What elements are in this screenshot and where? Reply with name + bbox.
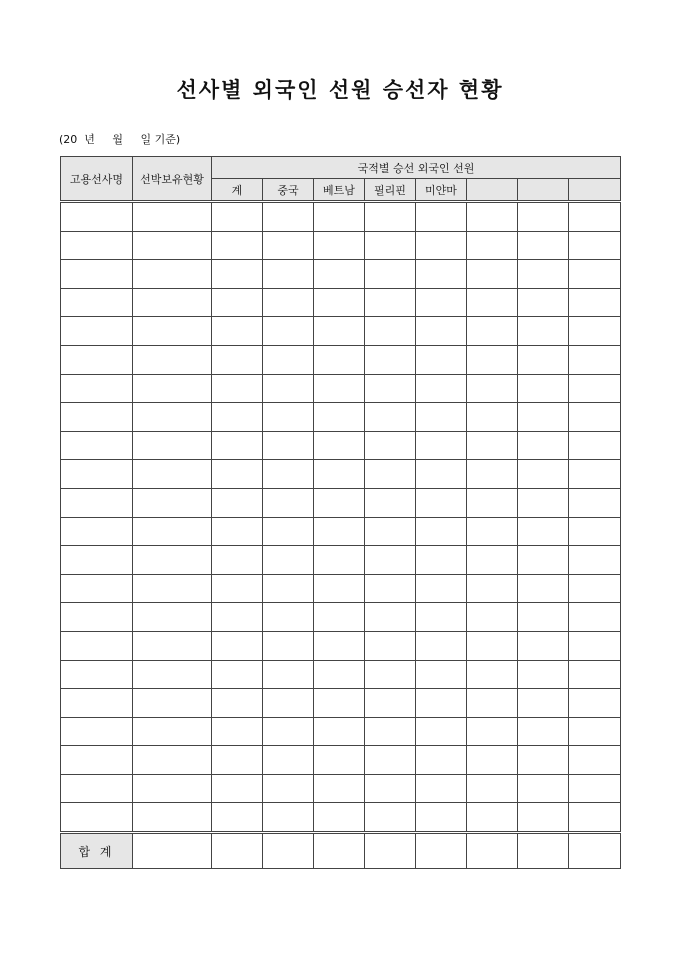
table-row [61,660,621,689]
table-cell [314,288,365,317]
table-cell [133,517,212,546]
table-cell [263,403,314,432]
total-cell [263,833,314,869]
table-cell [133,202,212,232]
table-cell [569,288,621,317]
table-cell [365,488,416,517]
table-cell [518,803,569,833]
table-row [61,431,621,460]
table-cell [365,202,416,232]
table-row [61,603,621,632]
table-cell [416,488,467,517]
table-row [61,689,621,718]
table-cell [263,774,314,803]
table-row [61,317,621,346]
table-cell [61,660,133,689]
table-cell [133,574,212,603]
table-cell [518,774,569,803]
table-row [61,231,621,260]
table-cell [263,460,314,489]
table-cell [314,631,365,660]
table-cell [416,374,467,403]
table-cell [133,231,212,260]
table-cell [518,517,569,546]
total-cell [467,833,518,869]
table-cell [263,231,314,260]
table-cell [416,746,467,775]
table-cell [61,460,133,489]
table-cell [569,260,621,289]
table-cell [416,517,467,546]
table-cell [569,345,621,374]
table-cell [365,803,416,833]
table-cell [467,689,518,718]
table-cell [416,403,467,432]
table-cell [518,345,569,374]
table-cell [518,260,569,289]
table-cell [467,660,518,689]
table-cell [416,431,467,460]
table-cell [263,660,314,689]
table-cell [133,403,212,432]
table-cell [518,546,569,575]
table-cell [467,774,518,803]
table-cell [518,202,569,232]
table-cell [61,746,133,775]
table-row [61,260,621,289]
table-cell [569,803,621,833]
table-cell [518,317,569,346]
table-row [61,717,621,746]
table-cell [314,803,365,833]
table-row [61,774,621,803]
table-cell [416,260,467,289]
total-cell [365,833,416,869]
header-ships: 선박보유현황 [133,157,212,202]
table-cell [314,517,365,546]
table-cell [365,574,416,603]
table-row [61,574,621,603]
table-cell [416,317,467,346]
table-cell [133,803,212,833]
table-cell [518,746,569,775]
table-cell [416,603,467,632]
table-cell [61,317,133,346]
table-cell [314,574,365,603]
table-cell [518,460,569,489]
table-cell [314,317,365,346]
total-cell [518,833,569,869]
table-cell [314,231,365,260]
table-cell [133,717,212,746]
table-cell [263,202,314,232]
table-cell [518,288,569,317]
table-cell [467,317,518,346]
table-cell [416,288,467,317]
table-cell [518,403,569,432]
table-cell [133,774,212,803]
table-cell [212,403,263,432]
table-cell [212,374,263,403]
table-cell [314,746,365,775]
table-cell [61,546,133,575]
total-label: 합 계 [61,833,133,869]
table-cell [263,546,314,575]
total-cell [133,833,212,869]
table-cell [467,260,518,289]
table-row [61,803,621,833]
table-cell [133,460,212,489]
table-cell [314,260,365,289]
table-cell [212,317,263,346]
table-cell [569,374,621,403]
table-row [61,403,621,432]
table-cell [314,546,365,575]
header-nat-vietnam: 베트남 [314,179,365,202]
table-cell [365,603,416,632]
table-cell [467,403,518,432]
table-cell [518,717,569,746]
table-cell [467,460,518,489]
table-cell [365,717,416,746]
table-cell [467,517,518,546]
table-cell [416,202,467,232]
table-cell [263,288,314,317]
table-cell [314,660,365,689]
table-cell [212,746,263,775]
table-cell [212,717,263,746]
table-cell [61,288,133,317]
table-cell [133,431,212,460]
table-cell [212,603,263,632]
table-cell [212,631,263,660]
table-cell [263,603,314,632]
header-nat-total: 계 [212,179,263,202]
table-row [61,631,621,660]
table-cell [212,488,263,517]
table-cell [365,317,416,346]
table-cell [518,631,569,660]
table-cell [467,488,518,517]
table-cell [416,345,467,374]
table-cell [61,260,133,289]
table-row [61,345,621,374]
table-cell [263,717,314,746]
table-cell [569,517,621,546]
table-cell [212,288,263,317]
table-cell [263,689,314,718]
table-cell [133,603,212,632]
table-cell [61,517,133,546]
table-cell [133,546,212,575]
table-cell [365,546,416,575]
table-cell [518,689,569,718]
table-cell [61,803,133,833]
table-cell [133,689,212,718]
table-cell [263,517,314,546]
header-nat-blank [467,179,518,202]
table-cell [133,288,212,317]
table-cell [314,202,365,232]
table-cell [569,431,621,460]
table-cell [569,202,621,232]
table-cell [133,374,212,403]
table-row [61,546,621,575]
table-cell [263,260,314,289]
table-cell [314,689,365,718]
table-row [61,746,621,775]
table-cell [416,231,467,260]
table-cell [61,574,133,603]
table-cell [365,460,416,489]
table-cell [212,517,263,546]
table-cell [314,460,365,489]
table-cell [61,631,133,660]
table-cell [133,631,212,660]
table-cell [518,660,569,689]
table-cell [314,774,365,803]
table-row [61,288,621,317]
table-cell [365,403,416,432]
table-cell [263,374,314,403]
header-nationality-group: 국적별 승선 외국인 선원 [212,157,621,179]
table-cell [569,774,621,803]
table-cell [133,488,212,517]
table-cell [518,374,569,403]
header-nat-blank [518,179,569,202]
table-cell [569,717,621,746]
table-cell [61,231,133,260]
header-nat-philippines: 필리핀 [365,179,416,202]
table-cell [365,689,416,718]
table-cell [569,603,621,632]
table-cell [61,689,133,718]
table-cell [263,345,314,374]
table-cell [263,803,314,833]
total-cell [314,833,365,869]
table-cell [263,574,314,603]
table-cell [569,689,621,718]
table-cell [416,546,467,575]
table-row [61,517,621,546]
table-cell [365,260,416,289]
table-cell [263,746,314,775]
header-nat-china: 중국 [263,179,314,202]
table-row [61,374,621,403]
table-cell [212,460,263,489]
table-cell [212,774,263,803]
table-cell [314,717,365,746]
table-cell [569,574,621,603]
total-cell [416,833,467,869]
table-cell [365,231,416,260]
table-cell [263,317,314,346]
total-cell [569,833,621,869]
table-cell [467,803,518,833]
table-cell [467,746,518,775]
table-cell [467,288,518,317]
table-cell [569,460,621,489]
table-cell [365,746,416,775]
table-cell [569,660,621,689]
table-cell [314,431,365,460]
table-cell [365,431,416,460]
table-cell [314,603,365,632]
table-cell [518,488,569,517]
table-cell [212,660,263,689]
table-cell [365,631,416,660]
table-cell [61,403,133,432]
table-cell [518,603,569,632]
table-cell [61,603,133,632]
table-cell [212,546,263,575]
table-cell [61,202,133,232]
table-cell [133,660,212,689]
table-cell [263,431,314,460]
table-row [61,488,621,517]
table-cell [467,546,518,575]
table-cell [569,546,621,575]
table-cell [569,317,621,346]
table-cell [569,746,621,775]
table-cell [314,374,365,403]
table-cell [314,345,365,374]
table-cell [314,403,365,432]
table-cell [416,689,467,718]
table-cell [416,803,467,833]
table-cell [133,260,212,289]
table-cell [569,631,621,660]
table-cell [467,603,518,632]
table-cell [467,717,518,746]
table-cell [416,631,467,660]
table-cell [133,317,212,346]
table-cell [133,345,212,374]
table-cell [467,374,518,403]
header-company: 고용선사명 [61,157,133,202]
total-row [61,833,621,869]
table-cell [61,345,133,374]
page-title: 선사별 외국인 선원 승선자 현황 [176,77,504,102]
table-cell [212,202,263,232]
table-cell [365,660,416,689]
table-cell [212,431,263,460]
table-cell [365,345,416,374]
table-cell [518,431,569,460]
table-cell [365,774,416,803]
table-cell [212,803,263,833]
table-cell [314,488,365,517]
table-cell [365,517,416,546]
table-cell [467,202,518,232]
table-cell [467,231,518,260]
table-cell [467,574,518,603]
table-cell [61,774,133,803]
table-cell [212,345,263,374]
table-cell [212,260,263,289]
table-cell [416,574,467,603]
table-cell [467,631,518,660]
table-cell [133,746,212,775]
table-cell [263,631,314,660]
table-cell [61,488,133,517]
table-cell [416,717,467,746]
table-cell [416,774,467,803]
table-cell [61,717,133,746]
table-cell [467,345,518,374]
header-nat-myanmar: 미얀마 [416,179,467,202]
crew-table [60,156,621,869]
table-cell [569,231,621,260]
table-cell [365,288,416,317]
table-cell [518,574,569,603]
total-cell [212,833,263,869]
table-cell [61,374,133,403]
table-cell [212,574,263,603]
table-row [61,202,621,232]
table-cell [518,231,569,260]
table-cell [263,488,314,517]
table-cell [212,689,263,718]
table-cell [61,431,133,460]
table-cell [212,231,263,260]
table-cell [416,660,467,689]
table-cell [569,488,621,517]
table-cell [569,403,621,432]
table-cell [416,460,467,489]
table-cell [467,431,518,460]
header-nat-blank [569,179,621,202]
date-line: (20 년 월 일 기준) [59,133,181,146]
table-row [61,460,621,489]
table-cell [365,374,416,403]
